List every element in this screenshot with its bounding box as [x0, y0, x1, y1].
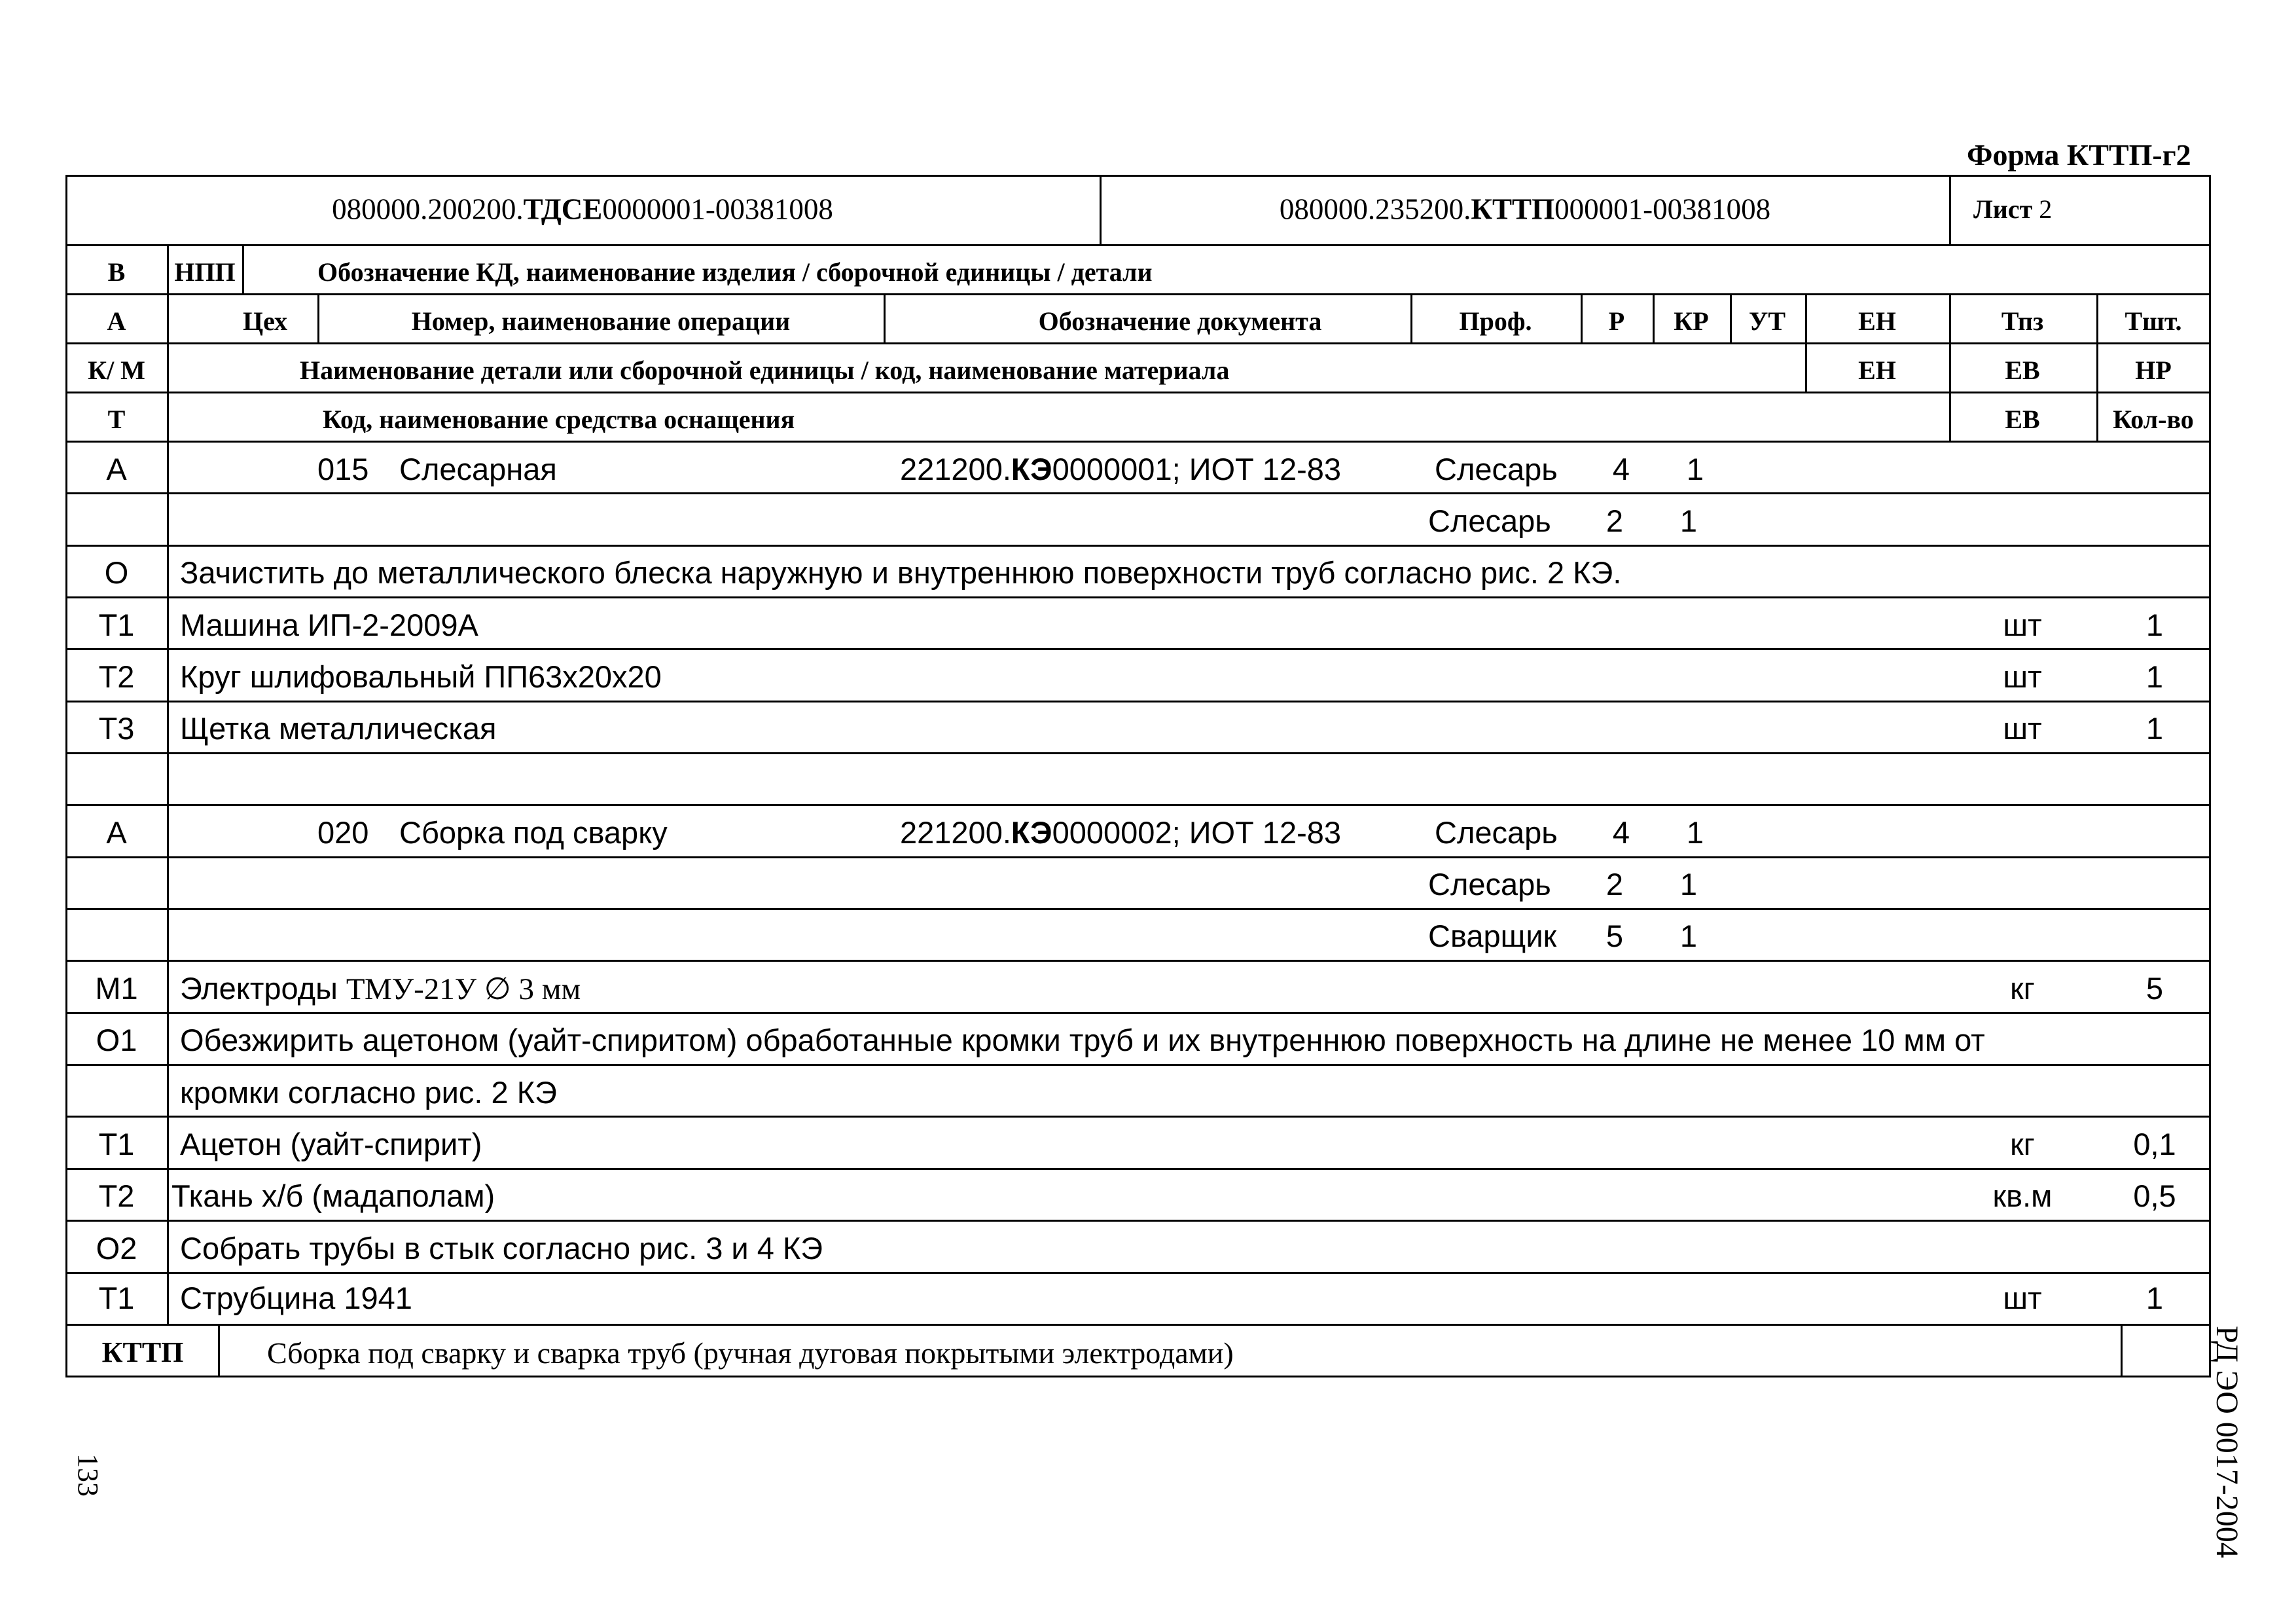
equipment-name: Щетка металлическая [180, 711, 497, 746]
grade-r: 4 [1612, 452, 1630, 486]
equipment-name: Струбцина 1941 [180, 1281, 412, 1315]
header-code-a: А [107, 306, 126, 336]
header-tpz: Тпз [2001, 306, 2044, 336]
profession: Слесарь [1428, 503, 1551, 538]
grade-r: 2 [1605, 503, 1624, 538]
header-ev: ЕВ [2005, 356, 2040, 385]
header-kr: КР [1674, 306, 1709, 336]
operation-number: 020 [317, 815, 369, 850]
header-en: ЕН [1858, 306, 1896, 336]
operation-name: Слесарная [399, 452, 557, 486]
row-code: Т2 [98, 659, 135, 694]
operation-step-text: Зачистить до металлического блеска наружную и внутреннюю поверхности труб согласно рис. 2 КЭ. [180, 555, 1622, 590]
row-code: А [106, 452, 127, 486]
process-designation: 080000.235200.КТТП000001-00381008 [1279, 192, 1771, 226]
operation-name: Сборка под сварку [399, 815, 668, 850]
row-code: Т1 [98, 1127, 135, 1161]
unit: шт [2003, 659, 2042, 694]
equipment-name: Машина ИП-2-2009А [180, 608, 478, 642]
kr-value: 1 [1679, 867, 1698, 902]
row-code: М1 [95, 971, 138, 1006]
profession: Слесарь [1435, 452, 1558, 486]
header-tsht: Тшт. [2125, 306, 2182, 336]
product-designation: 080000.200200.ТДСЕ0000001-00381008 [332, 192, 833, 226]
header-code-km: К/ М [88, 356, 145, 385]
profession: Сварщик [1428, 919, 1557, 953]
operation-document: 221200.КЭ0000002; ИОТ 12-83 [900, 815, 1342, 850]
quantity: 0,5 [2133, 1178, 2176, 1213]
header-en-2: ЕН [1858, 356, 1896, 385]
material-name: Электроды ТМУ-21У ∅ 3 мм [180, 971, 581, 1006]
header-operation: Номер, наименование операции [411, 306, 791, 336]
grade-r: 5 [1605, 919, 1624, 953]
unit: шт [2003, 1281, 2042, 1315]
quantity: 1 [2145, 659, 2164, 694]
row-code: О2 [96, 1231, 137, 1266]
profession: Слесарь [1428, 867, 1551, 902]
row-code: Т3 [98, 711, 135, 746]
document-code: РД ЭО 0017-2004 [2210, 1326, 2244, 1558]
operation-step-text: кромки согласно рис. 2 КЭ [180, 1075, 557, 1110]
equipment-name: Ткань х/б (мадаполам) [171, 1178, 495, 1213]
kr-value: 1 [1679, 919, 1698, 953]
kr-value: 1 [1686, 452, 1704, 486]
footer-title: Сборка под сварку и сварка труб (ручная дуговая покрытыми электродами) [267, 1336, 1234, 1370]
unit: кг [2010, 1127, 2035, 1161]
header-qty: Кол-во [2113, 405, 2194, 434]
header-document: Обозначение документа [1038, 306, 1322, 336]
header-shop: Цех [242, 306, 288, 336]
header-r: Р [1608, 306, 1625, 336]
profession: Слесарь [1435, 815, 1558, 850]
header-profession: Проф. [1459, 306, 1532, 336]
operation-step-text: Обезжирить ацетоном (уайт-спиритом) обработанные кромки труб и их внутреннюю поверхность на длине не менее 10 мм от [180, 1023, 1985, 1057]
header-code-t: Т [107, 405, 126, 434]
kr-value: 1 [1686, 815, 1704, 850]
operation-number: 015 [317, 452, 369, 486]
quantity: 5 [2145, 971, 2164, 1006]
header-equipment: Код, наименование средства оснащения [323, 405, 795, 434]
form-title: Форма КТТП-г2 [1967, 138, 2191, 172]
unit: кв.м [1992, 1178, 2053, 1213]
row-code: Т2 [98, 1178, 135, 1213]
header-kd-designation: Обозначение КД, наименование изделия / сборочной единицы / детали [317, 257, 1153, 287]
operation-document: 221200.КЭ0000001; ИОТ 12-83 [900, 452, 1342, 486]
operation-step-text: Собрать трубы в стык согласно рис. 3 и 4 КЭ [180, 1231, 823, 1266]
unit: кг [2010, 971, 2035, 1006]
header-code-v: В [107, 257, 126, 287]
grade-r: 2 [1605, 867, 1624, 902]
quantity: 1 [2145, 608, 2164, 642]
header-npp: НПП [174, 257, 236, 287]
quantity: 1 [2145, 1281, 2164, 1315]
quantity: 0,1 [2133, 1127, 2176, 1161]
header-ut: УТ [1748, 306, 1786, 336]
sheet-number: Лист 2 [1973, 194, 2053, 224]
row-code: Т1 [98, 608, 135, 642]
footer-label: КТТП [101, 1336, 184, 1368]
quantity: 1 [2145, 711, 2164, 746]
row-code: А [106, 815, 127, 850]
grade-r: 4 [1612, 815, 1630, 850]
row-code: Т1 [98, 1281, 135, 1315]
header-nr: НР [2135, 356, 2172, 385]
equipment-name: Ацетон (уайт-спирит) [180, 1127, 482, 1161]
row-code: О [104, 555, 129, 590]
header-ev-2: ЕВ [2005, 405, 2040, 434]
equipment-name: Круг шлифовальный ПП63х20х20 [180, 659, 662, 694]
page-number: 133 [72, 1453, 104, 1497]
unit: шт [2003, 608, 2042, 642]
unit: шт [2003, 711, 2042, 746]
header-material: Наименование детали или сборочной единицы / код, наименование материала [300, 356, 1230, 385]
row-code: О1 [96, 1023, 137, 1057]
kr-value: 1 [1679, 503, 1698, 538]
